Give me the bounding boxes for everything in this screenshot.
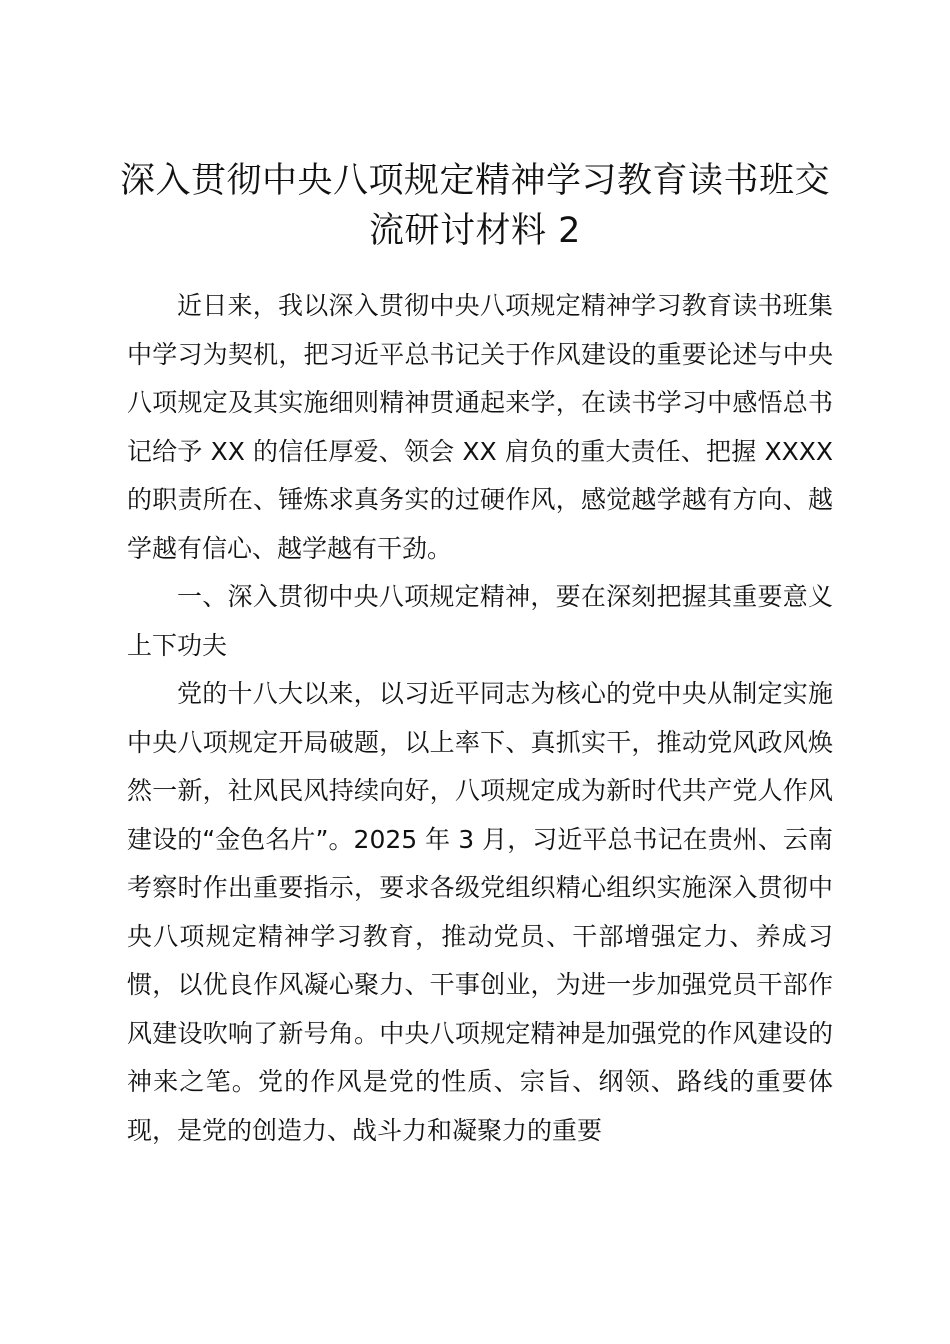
document-body	[127, 282, 833, 1155]
paragraph-section-1: 党的十八大以来，以习近平同志为核心的党中央从制定实施中央八项规定开局破题，以上率下、真抓实干，推动党风政风焕然一新，社风民风持续向好，八项规定成为新时代共产党人作风建设的“金色名片”。2025 年 3 月，习近平总书记在贵州、云南考察时作出重要指示，要求各级党组织精心组织实施深入贯彻中央八项规定精神学习教育，推动党员、干部增强定力、养成习惯，以优良作风凝心聚力、干事创业，为进一步加强党员干部作风建设吹响了新号角。中央八项规定精神是加强党的作风建设的神来之笔。党的作风是党的性质、宗旨、纲领、路线的重要体现，是党的创造力、战斗力和凝聚力的重要	[127, 679, 833, 1145]
section-heading-1: 一、深入贯彻中央八项规定精神，要在深刻把握其重要意义上下功夫	[127, 582, 833, 660]
document-title: 深入贯彻中央八项规定精神学习教育读书班交流研讨材料 2	[119, 161, 830, 251]
paragraph-intro: 近日来，我以深入贯彻中央八项规定精神学习教育读书班集中学习为契机，把习近平总书记关于作风建设的重要论述与中央八项规定及其实施细则精神贯通起来学，在读书学习中感悟总书记给予 XX 的信任厚爱、领会 XX 肩负的重大责任、把握 XXXX 的职责所在、锤炼求真务实的过硬作风，感觉越学越有方向、越学越有信心、越学越有干劲。	[127, 291, 833, 563]
